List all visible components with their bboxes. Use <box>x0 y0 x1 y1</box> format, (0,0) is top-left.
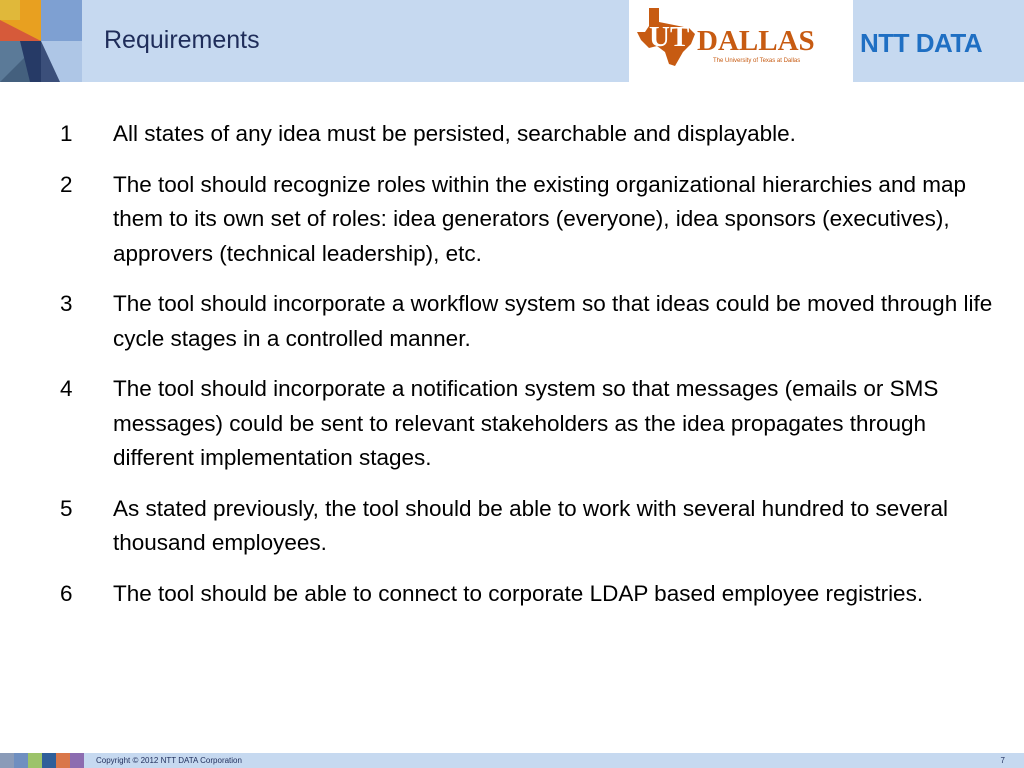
requirement-text: The tool should be able to connect to corporate LDAP based employee registries. <box>113 580 924 606</box>
page-number: 7 <box>1000 756 1005 765</box>
ntt-logo-text: NTT DATA <box>860 30 983 56</box>
header-band <box>0 0 1024 82</box>
requirement-item <box>60 577 1005 612</box>
requirement-text: The tool should incorporate a notification system so that messages (emails or SMS messages) could be sent to relevant stakeholders as the idea propagates through different implementation stages. <box>113 376 939 470</box>
requirement-number: 5 <box>60 495 73 521</box>
requirement-text: The tool should incorporate a workflow system so that ideas could be moved through life cycle stages in a controlled manner. <box>113 291 993 351</box>
decorative-mosaic <box>0 0 82 82</box>
footer-color-squares <box>0 753 84 768</box>
requirement-item <box>60 287 1005 356</box>
requirement-item <box>60 492 1005 561</box>
requirement-number: 2 <box>60 171 73 197</box>
page-title: Requirements <box>104 26 260 54</box>
dallas-letters: DALLAS <box>697 25 815 57</box>
requirement-number: 3 <box>60 291 73 316</box>
copyright-text: Copyright © 2012 NTT DATA Corporation <box>96 756 242 765</box>
requirements-list <box>60 117 1005 627</box>
requirement-item <box>60 372 1005 476</box>
requirement-item <box>60 117 1005 152</box>
requirement-number: 6 <box>60 580 73 606</box>
requirement-item <box>60 168 1005 272</box>
requirement-number: 4 <box>60 376 73 401</box>
footer-band <box>0 753 1024 768</box>
ut-dallas-logo <box>629 0 853 82</box>
requirement-text: As stated previously, the tool should be able to work with several hundred to several thousand employees. <box>113 495 949 555</box>
ut-tagline: The University of Texas at Dallas <box>713 58 801 64</box>
ut-letters: UT <box>649 21 690 53</box>
ntt-data-logo <box>858 30 1008 56</box>
requirement-number: 1 <box>60 121 73 146</box>
requirement-text: The tool should recognize roles within the existing organizational hierarchies and map them to its own set of roles: idea generators (everyone), idea sponsors (executives), approvers (technical leadership), etc. <box>113 171 966 266</box>
requirement-text: All states of any idea must be persisted, searchable and displayable. <box>113 121 796 146</box>
